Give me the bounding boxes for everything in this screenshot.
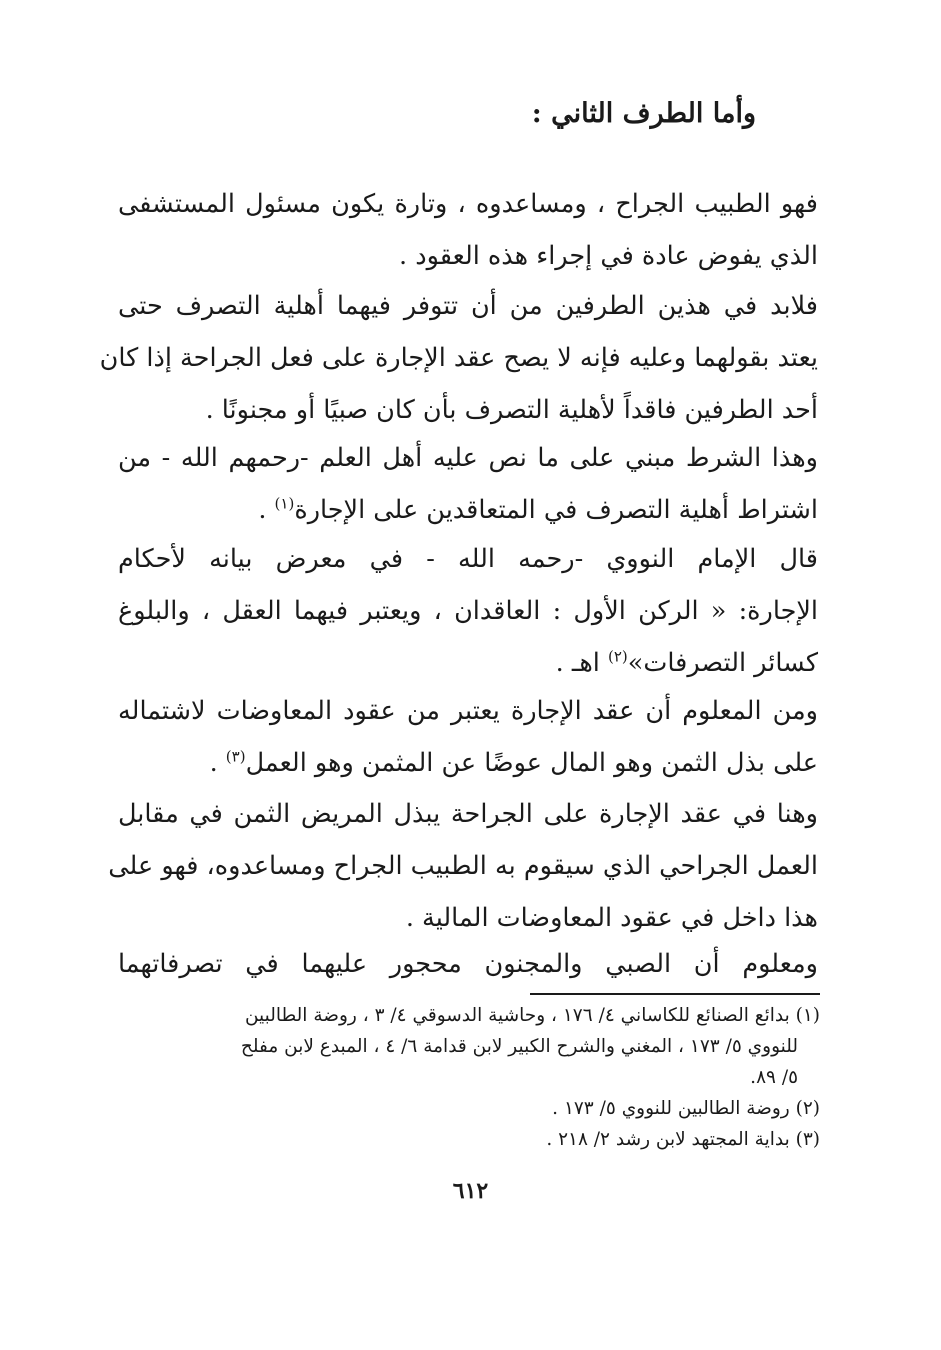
paragraph-line: هذا داخل في عقود المعاوضات المالية . bbox=[405, 903, 818, 933]
paragraph-line: وهنا في عقد الإجارة على الجراحة يبذل المريض الثمن في مقابل bbox=[118, 799, 818, 829]
paragraph-5 bbox=[118, 685, 818, 789]
paragraph-tail: اهـ . bbox=[555, 648, 608, 678]
paragraph-7 bbox=[118, 938, 818, 990]
footnote-ref-3[interactable]: (٣) bbox=[225, 747, 246, 766]
footnote-line: (١) بدائع الصنائع للكاساني ٤/ ١٧٦ ، وحاشية الدسوقي ٤/ ٣ ، روضة الطالبين bbox=[244, 1005, 820, 1026]
page-number: ٦١٢ bbox=[452, 1178, 489, 1204]
paragraph-4 bbox=[118, 533, 818, 689]
footnotes bbox=[118, 1000, 820, 1155]
paragraph-line: الإجارة: « الركن الأول : العاقدان ، ويعتبر فيهما العقل ، والبلوغ bbox=[118, 596, 818, 626]
footnote-ref-1[interactable]: (١) bbox=[274, 494, 295, 513]
paragraph-tail: . bbox=[209, 748, 226, 778]
paragraph-text: اشتراط أهلية التصرف في المتعاقدين على الإجارة bbox=[294, 495, 818, 525]
paragraph-line: أحد الطرفين فاقداً لأهلية التصرف بأن كان صبيًا أو مجنونًا . bbox=[205, 395, 818, 425]
paragraph-3 bbox=[118, 432, 818, 536]
footnote-separator bbox=[530, 993, 820, 995]
footnote-ref-2[interactable]: (٢) bbox=[607, 647, 628, 666]
paragraph-tail: . bbox=[258, 495, 275, 525]
paragraph-text: كسائر التصرفات» bbox=[627, 648, 818, 678]
paragraph-6 bbox=[108, 788, 818, 944]
paragraph-line: قال الإمام النووي -رحمه الله - في معرض بيانه لأحكام bbox=[118, 544, 818, 574]
paragraph-line: الذي يفوض عادة في إجراء هذه العقود . bbox=[399, 241, 818, 271]
paragraph-line: ومن المعلوم أن عقد الإجارة يعتبر من عقود المعاوضات لاشتماله bbox=[118, 696, 818, 726]
footnote-2: (٢) روضة الطالبين للنووي ٥/ ١٧٣ . bbox=[552, 1098, 820, 1119]
paragraph-line: فلابد في هذين الطرفين من أن تتوفر فيهما أهلية التصرف حتى bbox=[118, 291, 818, 321]
paragraph-text: على بذل الثمن وهو المال عوضًا عن المثمن وهو العمل bbox=[245, 748, 818, 778]
footnote-1 bbox=[118, 1000, 820, 1093]
paragraph-line: وهذا الشرط مبني على ما نص عليه أهل العلم -رحمهم الله - من bbox=[118, 443, 818, 473]
paragraph-line bbox=[118, 737, 818, 789]
paragraph-line: ومعلوم أن الصبي والمجنون محجور عليهما في تصرفاتهما bbox=[118, 949, 818, 979]
footnote-line: ٥/ ٨٩. bbox=[750, 1067, 798, 1088]
footnote-line: للنووي ٥/ ١٧٣ ، المغني والشرح الكبير لابن قدامة ٦/ ٤ ، المبدع لابن مفلح bbox=[240, 1036, 798, 1057]
footnote-3: (٣) بداية المجتهد لابن رشد ٢/ ٢١٨ . bbox=[546, 1129, 820, 1150]
paragraph-line bbox=[118, 637, 818, 689]
paragraph-line: العمل الجراحي الذي سيقوم به الطبيب الجراح ومساعدوه، فهو على bbox=[108, 851, 818, 881]
paragraph-line: فهو الطبيب الجراح ، ومساعدوه ، وتارة يكون مسئول المستشفى bbox=[118, 189, 818, 219]
paragraph-line bbox=[118, 484, 818, 536]
section-heading: وأما الطرف الثاني : bbox=[531, 98, 756, 129]
paragraph-line: يعتد بقولهما وعليه فإنه لا يصح عقد الإجارة على فعل الجراحة إذا كان bbox=[99, 343, 818, 373]
paragraph-1 bbox=[118, 178, 818, 282]
paragraph-2 bbox=[99, 280, 818, 436]
